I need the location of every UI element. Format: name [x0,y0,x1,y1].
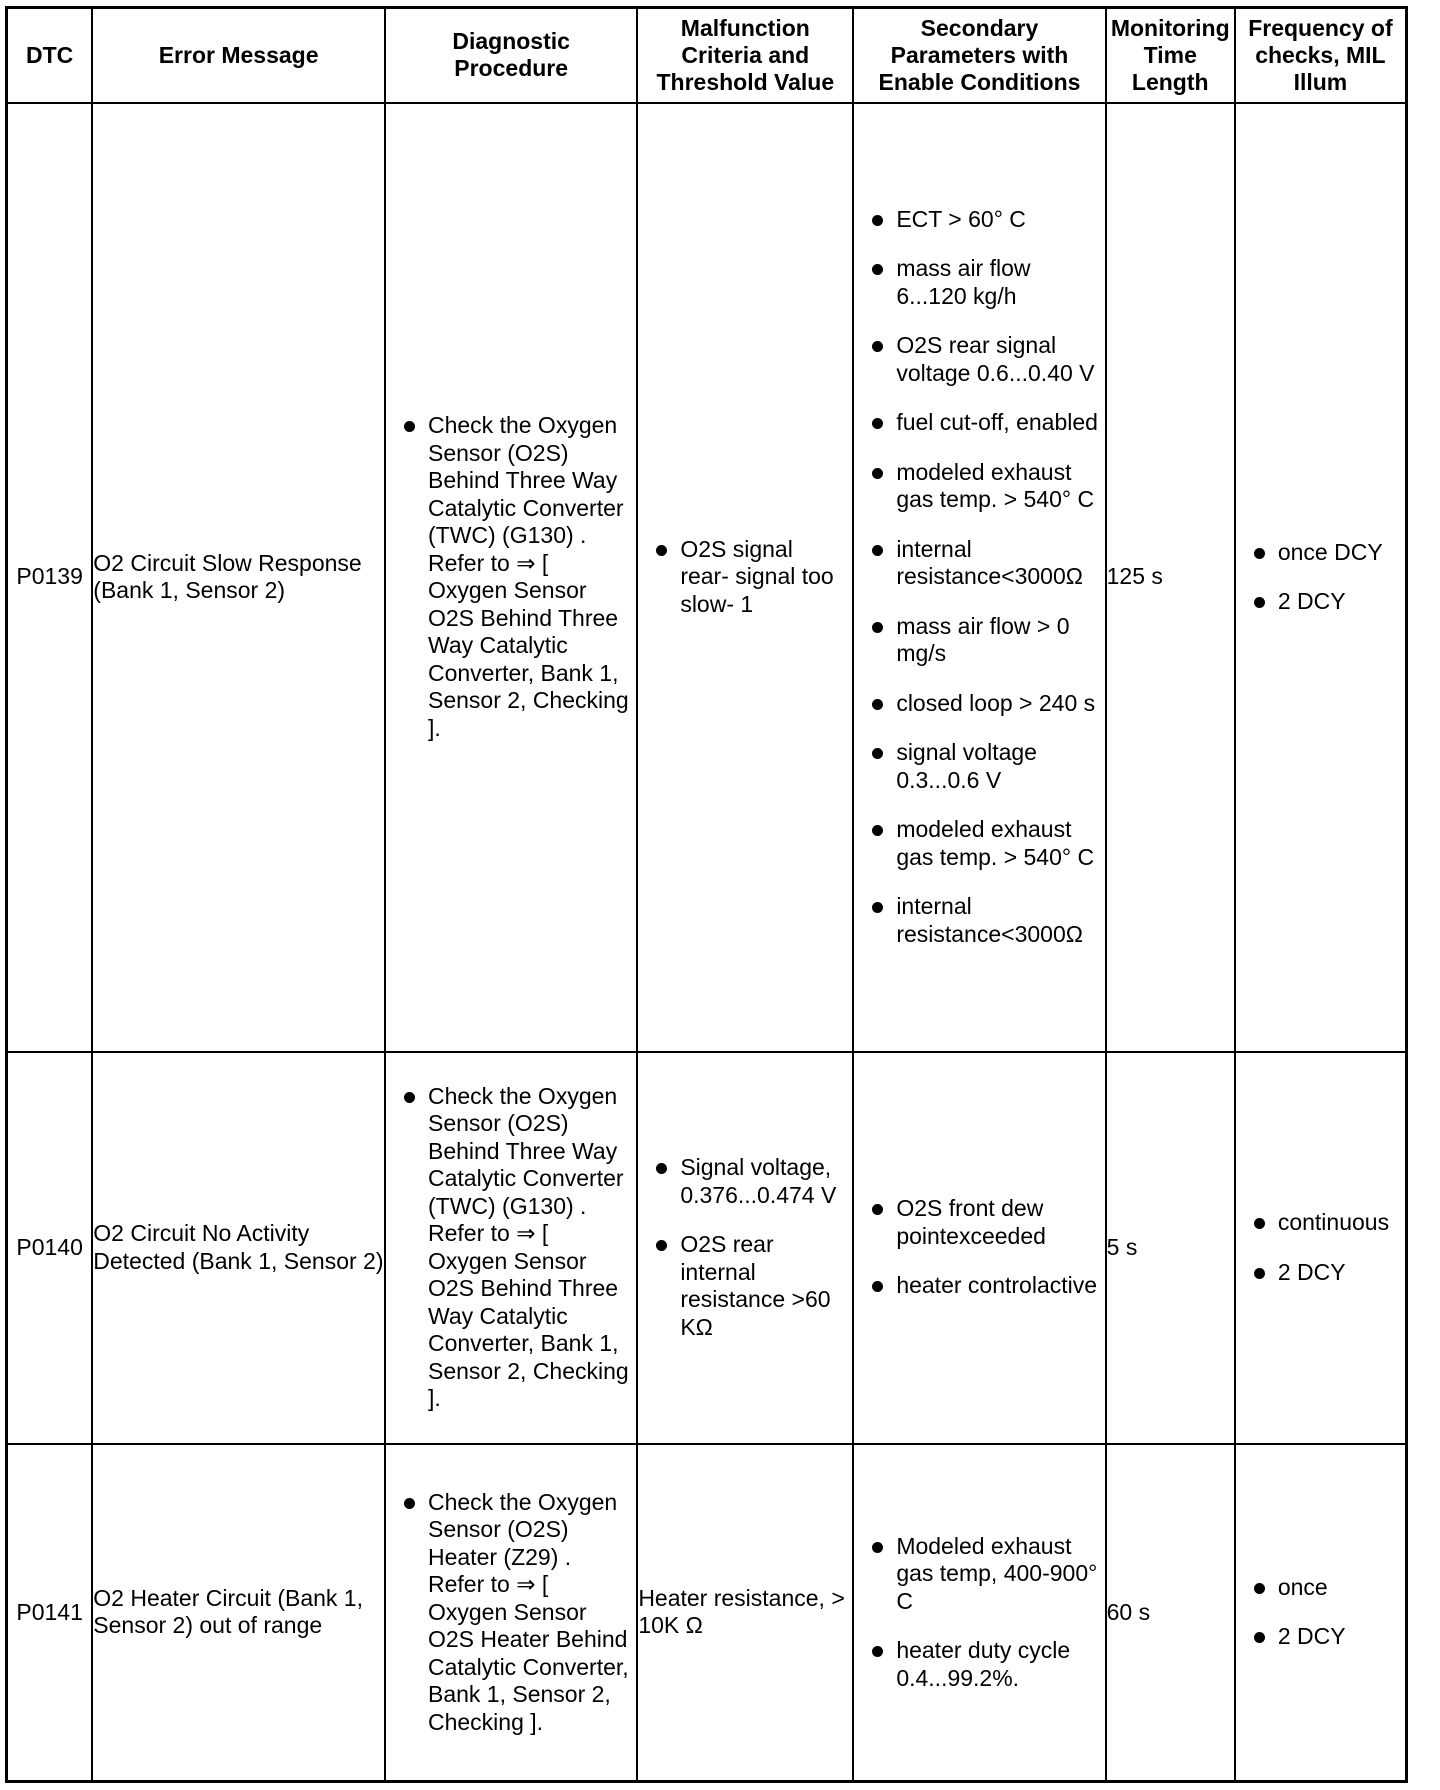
monitoring-time: 60 s [1106,1444,1235,1782]
diagnostic-procedure [385,1052,637,1444]
parameter-item: closed loop > 240 s [854,690,1104,718]
parameter-item: modeled exhaust gas temp. > 540° C [854,459,1104,514]
header-dtc: DTC [7,8,93,103]
parameter-item: signal voltage 0.3...0.6 V [854,739,1104,794]
frequency-item: 2 DCY [1236,1623,1405,1651]
error-message: O2 Circuit Slow Response (Bank 1, Sensor 2) [92,103,385,1052]
secondary-parameters [853,1444,1105,1782]
criteria-item: O2S rear internal resistance >60 KΩ [638,1231,852,1341]
frequency [1235,1444,1407,1782]
error-message: O2 Heater Circuit (Bank 1, Sensor 2) out of range [92,1444,385,1782]
diagnostic-procedure [385,1444,637,1782]
malfunction-criteria: Heater resistance, > 10K Ω [637,1444,853,1782]
frequency-item: continuous [1236,1209,1405,1237]
parameter-item: Modeled exhaust gas temp, 400-900° C [854,1533,1104,1616]
parameter-item: heater duty cycle 0.4...99.2%. [854,1637,1104,1692]
parameter-item: O2S rear signal voltage 0.6...0.40 V [854,332,1104,387]
dtc-code: P0140 [7,1052,93,1444]
parameter-item: mass air flow > 0 mg/s [854,613,1104,668]
criteria-item: Signal voltage, 0.376...0.474 V [638,1154,852,1209]
secondary-parameters [853,1052,1105,1444]
criteria-item: O2S signal rear- signal too slow- 1 [638,536,852,619]
error-message: O2 Circuit No Activity Detected (Bank 1, Sensor 2) [92,1052,385,1444]
table-row [7,103,1407,1052]
header-monitoring-time: Monitoring Time Length [1106,8,1235,103]
dtc-code: P0139 [7,103,93,1052]
header-row [7,8,1407,103]
procedure-item: Check the Oxygen Sensor (O2S) Heater (Z29) . Refer to ⇒ [ Oxygen Sensor O2S Heater Behind Catalytic Converter, Bank 1, Sensor 2, Checking ]. [386,1489,636,1737]
parameter-item: mass air flow 6...120 kg/h [854,255,1104,310]
diagnostic-procedure [385,103,637,1052]
secondary-parameters [853,103,1105,1052]
malfunction-criteria [637,1052,853,1444]
header-secondary-parameters: Secondary Parameters with Enable Conditions [853,8,1105,103]
parameter-item: heater controlactive [854,1272,1104,1300]
parameter-item: internal resistance<3000Ω [854,893,1104,948]
parameter-item: fuel cut-off, enabled [854,409,1104,437]
monitoring-time: 125 s [1106,103,1235,1052]
header-diagnostic-procedure: Diagnostic Procedure [385,8,637,103]
header-error-message: Error Message [92,8,385,103]
monitoring-time: 5 s [1106,1052,1235,1444]
frequency-item: once [1236,1574,1405,1602]
parameter-item: internal resistance<3000Ω [854,536,1104,591]
header-frequency: Frequency of checks, MIL Illum [1235,8,1407,103]
frequency-item: 2 DCY [1236,588,1405,616]
frequency-item: 2 DCY [1236,1259,1405,1287]
parameter-item: modeled exhaust gas temp. > 540° C [854,816,1104,871]
parameter-item: O2S front dew pointexceeded [854,1195,1104,1250]
table-row [7,1444,1407,1782]
procedure-item: Check the Oxygen Sensor (O2S) Behind Three Way Catalytic Converter (TWC) (G130) . Refer to ⇒ [ Oxygen Sensor O2S Behind Three Way Catalytic Converter, Bank 1, Sensor 2, Checking ]. [386,1083,636,1413]
dtc-table [5,6,1408,1783]
dtc-code: P0141 [7,1444,93,1782]
table-row [7,1052,1407,1444]
parameter-item: ECT > 60° C [854,206,1104,234]
header-malfunction-criteria: Malfunction Criteria and Threshold Value [637,8,853,103]
malfunction-criteria [637,103,853,1052]
frequency [1235,1052,1407,1444]
procedure-item: Check the Oxygen Sensor (O2S) Behind Three Way Catalytic Converter (TWC) (G130) . Refer to ⇒ [ Oxygen Sensor O2S Behind Three Way Catalytic Converter, Bank 1, Sensor 2, Checking ]. [386,412,636,742]
frequency [1235,103,1407,1052]
frequency-item: once DCY [1236,539,1405,567]
